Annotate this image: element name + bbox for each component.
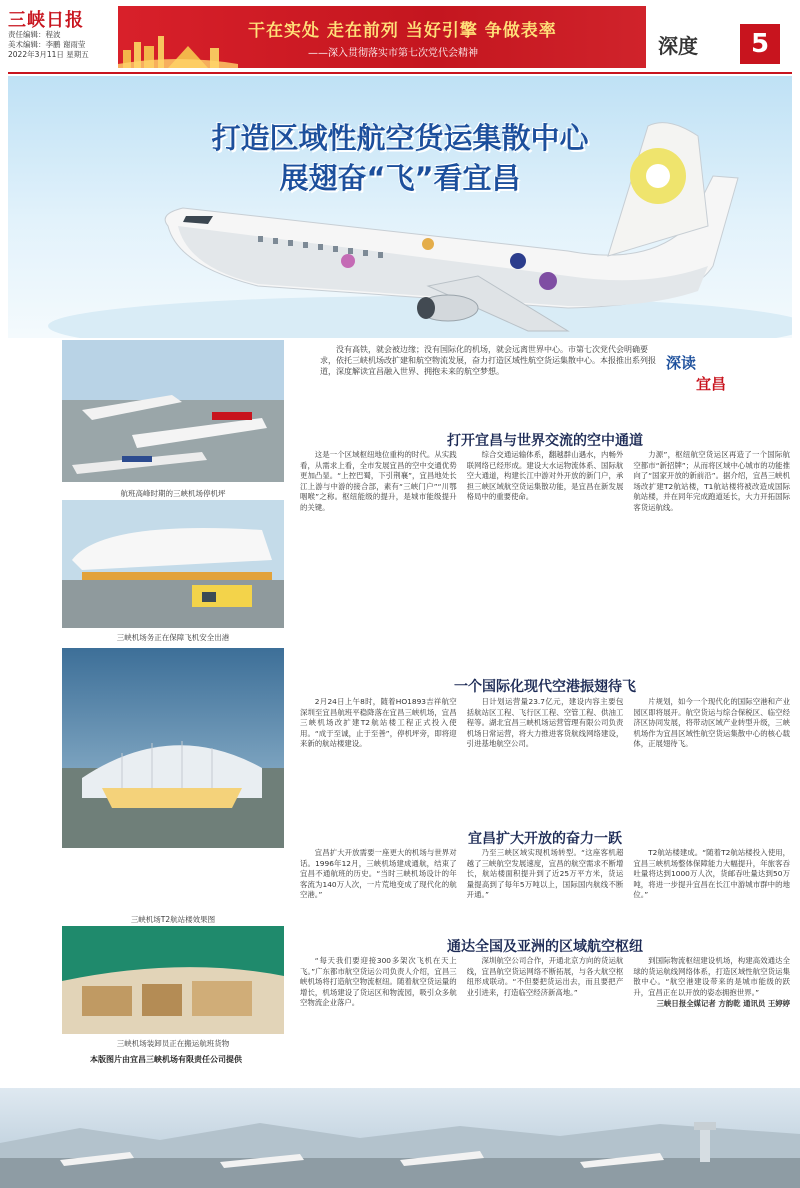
airport-panorama [0,1088,800,1188]
banner [118,6,646,68]
headline-line-2: 展翅奋“飞”看宜昌 [279,161,521,195]
badge-bottom: 宜昌 [696,375,727,393]
section-label: 深度 [658,34,698,58]
section-1-col-2: 综合交通运输体系，翻越群山遇水，内畅外联网络已经形成。建设大水运物流体系、国际航空大通道，构建长江中游对外开放的新门户，承担三峡区域航空货运集散功能，是宜昌在新发展格局中的重要使命。 [466,450,624,502]
photo-cargo [62,926,284,1034]
section-3-title: 宜昌扩大开放的奋力一跃 [468,831,622,847]
section-2-col-3: 片规划，如今一个现代化的国际空港和产业园区即将展开。航空货运与综合保税区、临空经济区协同发展，将带动区域产业转型升级，三峡机场作为宜昌区域性航空货运集散中心的核心载体，正展翅待飞。 [633,697,791,749]
section-3-col-3: T2航站楼建成。“随着T2航站楼投入使用，宜昌三峡机场整体保障能力大幅提升，年旅客吞吐量将达到1000万人次，货邮吞吐量达到50万吨，将进一步提升宜昌在长江中游城市群中的地位。” [633,848,791,900]
section-3-col-2: 乃至三峡区域实现机场转型。“这座客机超越了三峡航空发展速度，宜昌的航空需求不断增长，航站楼面积提升到了近25万平方米，货运量提高到了每年5万吨以上，国际国内航线不断开通。” [466,848,624,900]
caption-terminal: 三峡机场T2航站楼效果图 [130,915,216,924]
section-4-body [300,956,790,1086]
header-rule [8,72,792,74]
headline-line-1: 打造区域性航空货运集散中心 [211,121,589,155]
photo-terminal [62,648,284,848]
masthead-meta [8,30,89,60]
section-2-title: 一个国际化现代空港振翅待飞 [454,679,636,695]
section-2-col-1: 2月24日上午8时，随着HO1893吉祥航空深圳至宜昌航班平稳降落在宜昌三峡机场，宜昌三峡机场改扩建T2航站楼工程正式投入使用。“成于至诚，止于至善”，停机坪旁，即将迎来新的航站楼建设。 [300,697,457,749]
intro-paragraph: 没有高铁，就会被边缘；没有国际化的机场，就会远离世界中心。市第七次党代会明确要求，依托三峡机场改扩建和航空物流发展，奋力打造区域性航空货运集散中心。本报推出系列报道，深度解读宜昌融入世界、拥抱未来的航空梦想。 [320,345,656,376]
banner-slogan: 干在实处 走在前列 当好引擎 争做表率 [248,21,557,41]
caption-apron: 航班高峰时期的三峡机场停机坪 [120,489,226,498]
photo-apron [62,340,284,482]
editor-line: 责任编辑：程波 [8,30,61,39]
photo-credit: 本版图片由宜昌三峡机场有限责任公司提供 [90,1055,242,1064]
section-1-body [300,450,790,668]
column-badge [666,352,774,404]
section-1-col-1: 这是一个区域枢纽地位重构的时代。从实践看，从需求上看，全市发展宜昌的空中交通优势更加凸显。“上控巴蜀，下引荆襄”，宜昌地处长江上游与中游的接合部，素有“三峡门户”“川鄂咽喉”之称。枢纽能级的提升，是城市能级提升的关键。 [300,450,457,512]
hero-image [8,76,792,338]
page-number: 5 [740,24,780,64]
date-line: 2022年3月11日 星期五 [8,50,89,59]
section-2-col-2: 日计划运营量23.7亿元，建设内容主要包括航站区工程、飞行区工程、空管工程、供油工程等。湖北宜昌三峡机场运营管理有限公司负责机场日常运营，将大力推进客货航线网络建设，引进基地航空公司。 [466,697,624,749]
section-4-col-1: “每天我们要迎接300多架次飞机在天上飞。”广东都市航空货运公司负责人介绍，宜昌三峡机场将打造航空物流枢纽。随着航空货运量的增长，机场建设了货运区和物流园，吸引众多航空物流企业落户。 [300,956,457,1008]
badge-top: 深读 [666,354,697,372]
section-4-col-2: 深圳航空公司合作，开通北京方向的货运航线，宜昌航空货运网络不断拓展，与各大航空枢纽形成联动。“不但要把货运出去，而且要把产业引进来，打造临空经济新高地。” [466,956,624,997]
city-skyline-graphic [118,28,238,68]
section-4-title: 通达全国及亚洲的区域航空枢纽 [447,939,643,955]
banner-subtitle: ——深入贯彻落实市第七次党代会精神 [308,48,478,59]
section-1-title: 打开宜昌与世界交流的空中通道 [447,433,643,449]
section-2-body [300,697,790,822]
art-editor-line: 美术编辑：李鹏 谢雨莹 [8,40,86,49]
section-1-col-3: 力源”，枢纽航空货运区再造了一个国际航空都市“新招牌”；从而将区域中心城市的功能推向了“国家开放的新前沿”。据介绍，宜昌三峡机场改扩建T2航站楼，T1航站楼将被改造成国际航站楼，并在同年完成跑道延长，大力开拓国际客货运航线。 [633,450,791,512]
photo-service [62,500,284,628]
section-4-col-3: 到国际物流枢纽建设机场，构建高效通达全球的货运航线网络体系，打造区域性航空货运集散中心。“航空港建设带来的是城市能级的跃升，宜昌正在以开放的姿态拥抱世界。” 三峡日报全媒记者 方韵乾 通讯员 王婷婷 [633,956,791,1009]
byline: 三峡日报全媒记者 方韵乾 通讯员 王婷婷 [656,999,791,1009]
caption-cargo: 三峡机场装卸员正在搬运航班货物 [116,1039,230,1048]
section-3-col-1: 宜昌扩大开放需要一座更大的机场与世界对话。1996年12月，三峡机场建成通航，结束了宜昌不通航班的历史。“当时三峡机场设计的年客流为140万人次，一片荒地变成了现代化的航空港。” [300,848,457,900]
newspaper-logo: 三峡日报 [8,10,84,31]
caption-service: 三峡机场务正在保障飞机安全出港 [116,633,230,642]
